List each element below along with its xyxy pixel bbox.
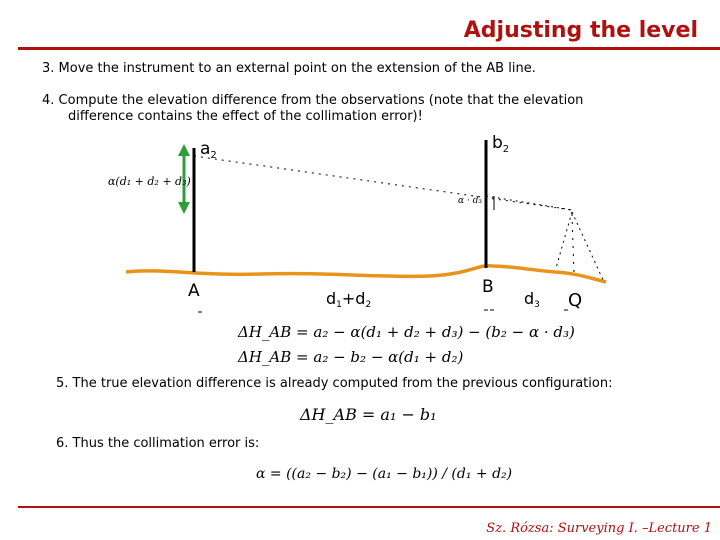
sight-line-to-b <box>486 196 572 210</box>
step-4-text-continued: difference contains the effect of the collimation error)! <box>68 109 423 124</box>
equation-delta-h-true: ΔH_AB = a₁ − b₁ <box>300 405 437 424</box>
slide-title: Adjusting the level <box>463 18 698 43</box>
equation-collimation-error: α = ((a₂ − b₂) − (a₁ − b₁)) / (d₁ + d₂) <box>256 466 513 482</box>
sight-line-to-a <box>194 156 572 210</box>
equation-delta-h-observed: ΔH_AB = a₂ − α(d₁ + d₂ + d₃) − (b₂ − α · d₃) <box>238 323 575 341</box>
label-point-b: B <box>482 277 494 297</box>
label-a2: $a_2$ <box>200 139 217 161</box>
distance-markers <box>198 310 568 312</box>
label-distance-d3: d3 <box>524 289 540 310</box>
label-point-a: A <box>188 281 200 301</box>
label-b2: $b_2$ <box>492 133 510 155</box>
equation-delta-h-simplified: ΔH_AB = a₂ − b₂ − α(d₁ + d₂) <box>238 348 464 366</box>
step-4-text: 4. Compute the elevation difference from the observations (note that the elevation <box>42 93 584 108</box>
step-6-text: 6. Thus the collimation error is: <box>56 436 260 451</box>
step-3-text: 3. Move the instrument to an external point on the extension of the AB line. <box>42 61 536 76</box>
label-point-q: Q <box>568 290 583 311</box>
ground-surface <box>126 266 606 282</box>
step-5-text: 5. The true elevation difference is already computed from the previous configuration: <box>56 376 613 391</box>
label-distance-d1-d2: d1+d2 <box>326 289 372 310</box>
footer-credit: Sz. Rózsa: Surveying I. –Lecture 1 <box>486 521 712 536</box>
label-alpha-d1-d2-d3: α(d₁ + d₂ + d₃) <box>108 175 191 188</box>
label-alpha-d3: α · d₃ <box>458 196 483 206</box>
footer-rule <box>18 506 720 508</box>
